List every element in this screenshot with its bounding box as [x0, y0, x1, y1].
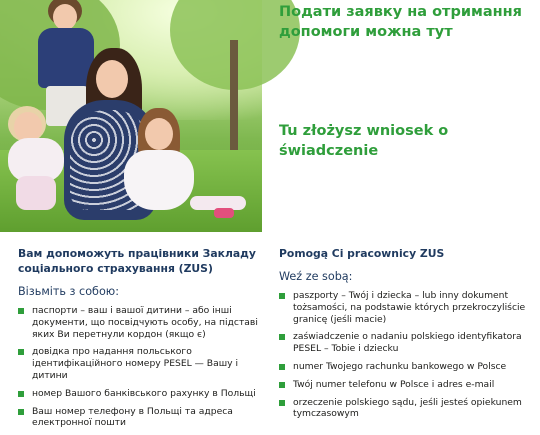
column-title: Вам допоможуть працівники Закладу соціального страхування (ZUS)	[18, 247, 256, 275]
family-photo	[0, 0, 262, 232]
list-item-text: zaświadczenie o nadaniu polskiego identyfikatora PESEL – Tobie i dziecku	[293, 331, 522, 355]
list-item	[18, 346, 270, 381]
list-item-text: Twój numer telefonu w Polsce i adres e-mail	[293, 378, 495, 390]
list-item	[18, 305, 270, 340]
list-item	[279, 331, 537, 355]
list-item-text: orzeczenie polskiego sądu, jeśli jesteś opiekunem tymczasowym	[293, 396, 522, 420]
list-item-text: Ваш номер телефону в Польщі та адреса електронної пошти	[32, 405, 233, 429]
list-item	[18, 406, 270, 430]
square-bullet-icon	[279, 400, 285, 406]
heading-apply-here-pl: Tu złożysz wniosek o świadczenie	[279, 123, 449, 159]
list-item-text: довідка про надання польського ідентифікаційного номеру PESEL — Вашу і дитини	[32, 346, 239, 381]
square-bullet-icon	[279, 293, 285, 299]
square-bullet-icon	[279, 364, 285, 370]
info-column-pl	[279, 246, 537, 426]
square-bullet-icon	[18, 409, 24, 415]
photo-tree-trunk	[230, 40, 238, 160]
square-bullet-icon	[18, 349, 24, 355]
square-bullet-icon	[279, 334, 285, 340]
square-bullet-icon	[18, 308, 24, 314]
square-bullet-icon	[18, 391, 24, 397]
column-title: Pomogą Ci pracownicy ZUS	[279, 247, 445, 260]
list-item	[279, 397, 537, 421]
list-item	[18, 388, 270, 400]
info-column-ua	[18, 246, 270, 435]
heading-apply-here-ua: Подати заявку на отримання допомоги можна тут	[279, 4, 522, 40]
list-item	[279, 379, 537, 391]
document-list	[279, 290, 537, 420]
document-list	[18, 305, 270, 429]
list-item-text: номер Вашого банківського рахунку в Польщі	[32, 387, 256, 399]
list-item	[279, 361, 537, 373]
list-item	[279, 290, 537, 325]
column-subtitle: Візьміть з собою:	[18, 285, 119, 298]
list-item-text: паспорти – ваш і вашої дитини – або інші документи, що посвідчують особу, на підставі яких Ви перетнули кордон (якщо є)	[32, 305, 258, 340]
column-subtitle: Weź ze sobą:	[279, 270, 353, 283]
list-item-text: numer Twojego rachunku bankowego w Polsce	[293, 360, 507, 372]
list-item-text: paszporty – Twój i dziecka – lub inny dokument tożsamości, na podstawie których przekroczyliście granicę (jeśli macie)	[293, 290, 526, 325]
square-bullet-icon	[279, 382, 285, 388]
